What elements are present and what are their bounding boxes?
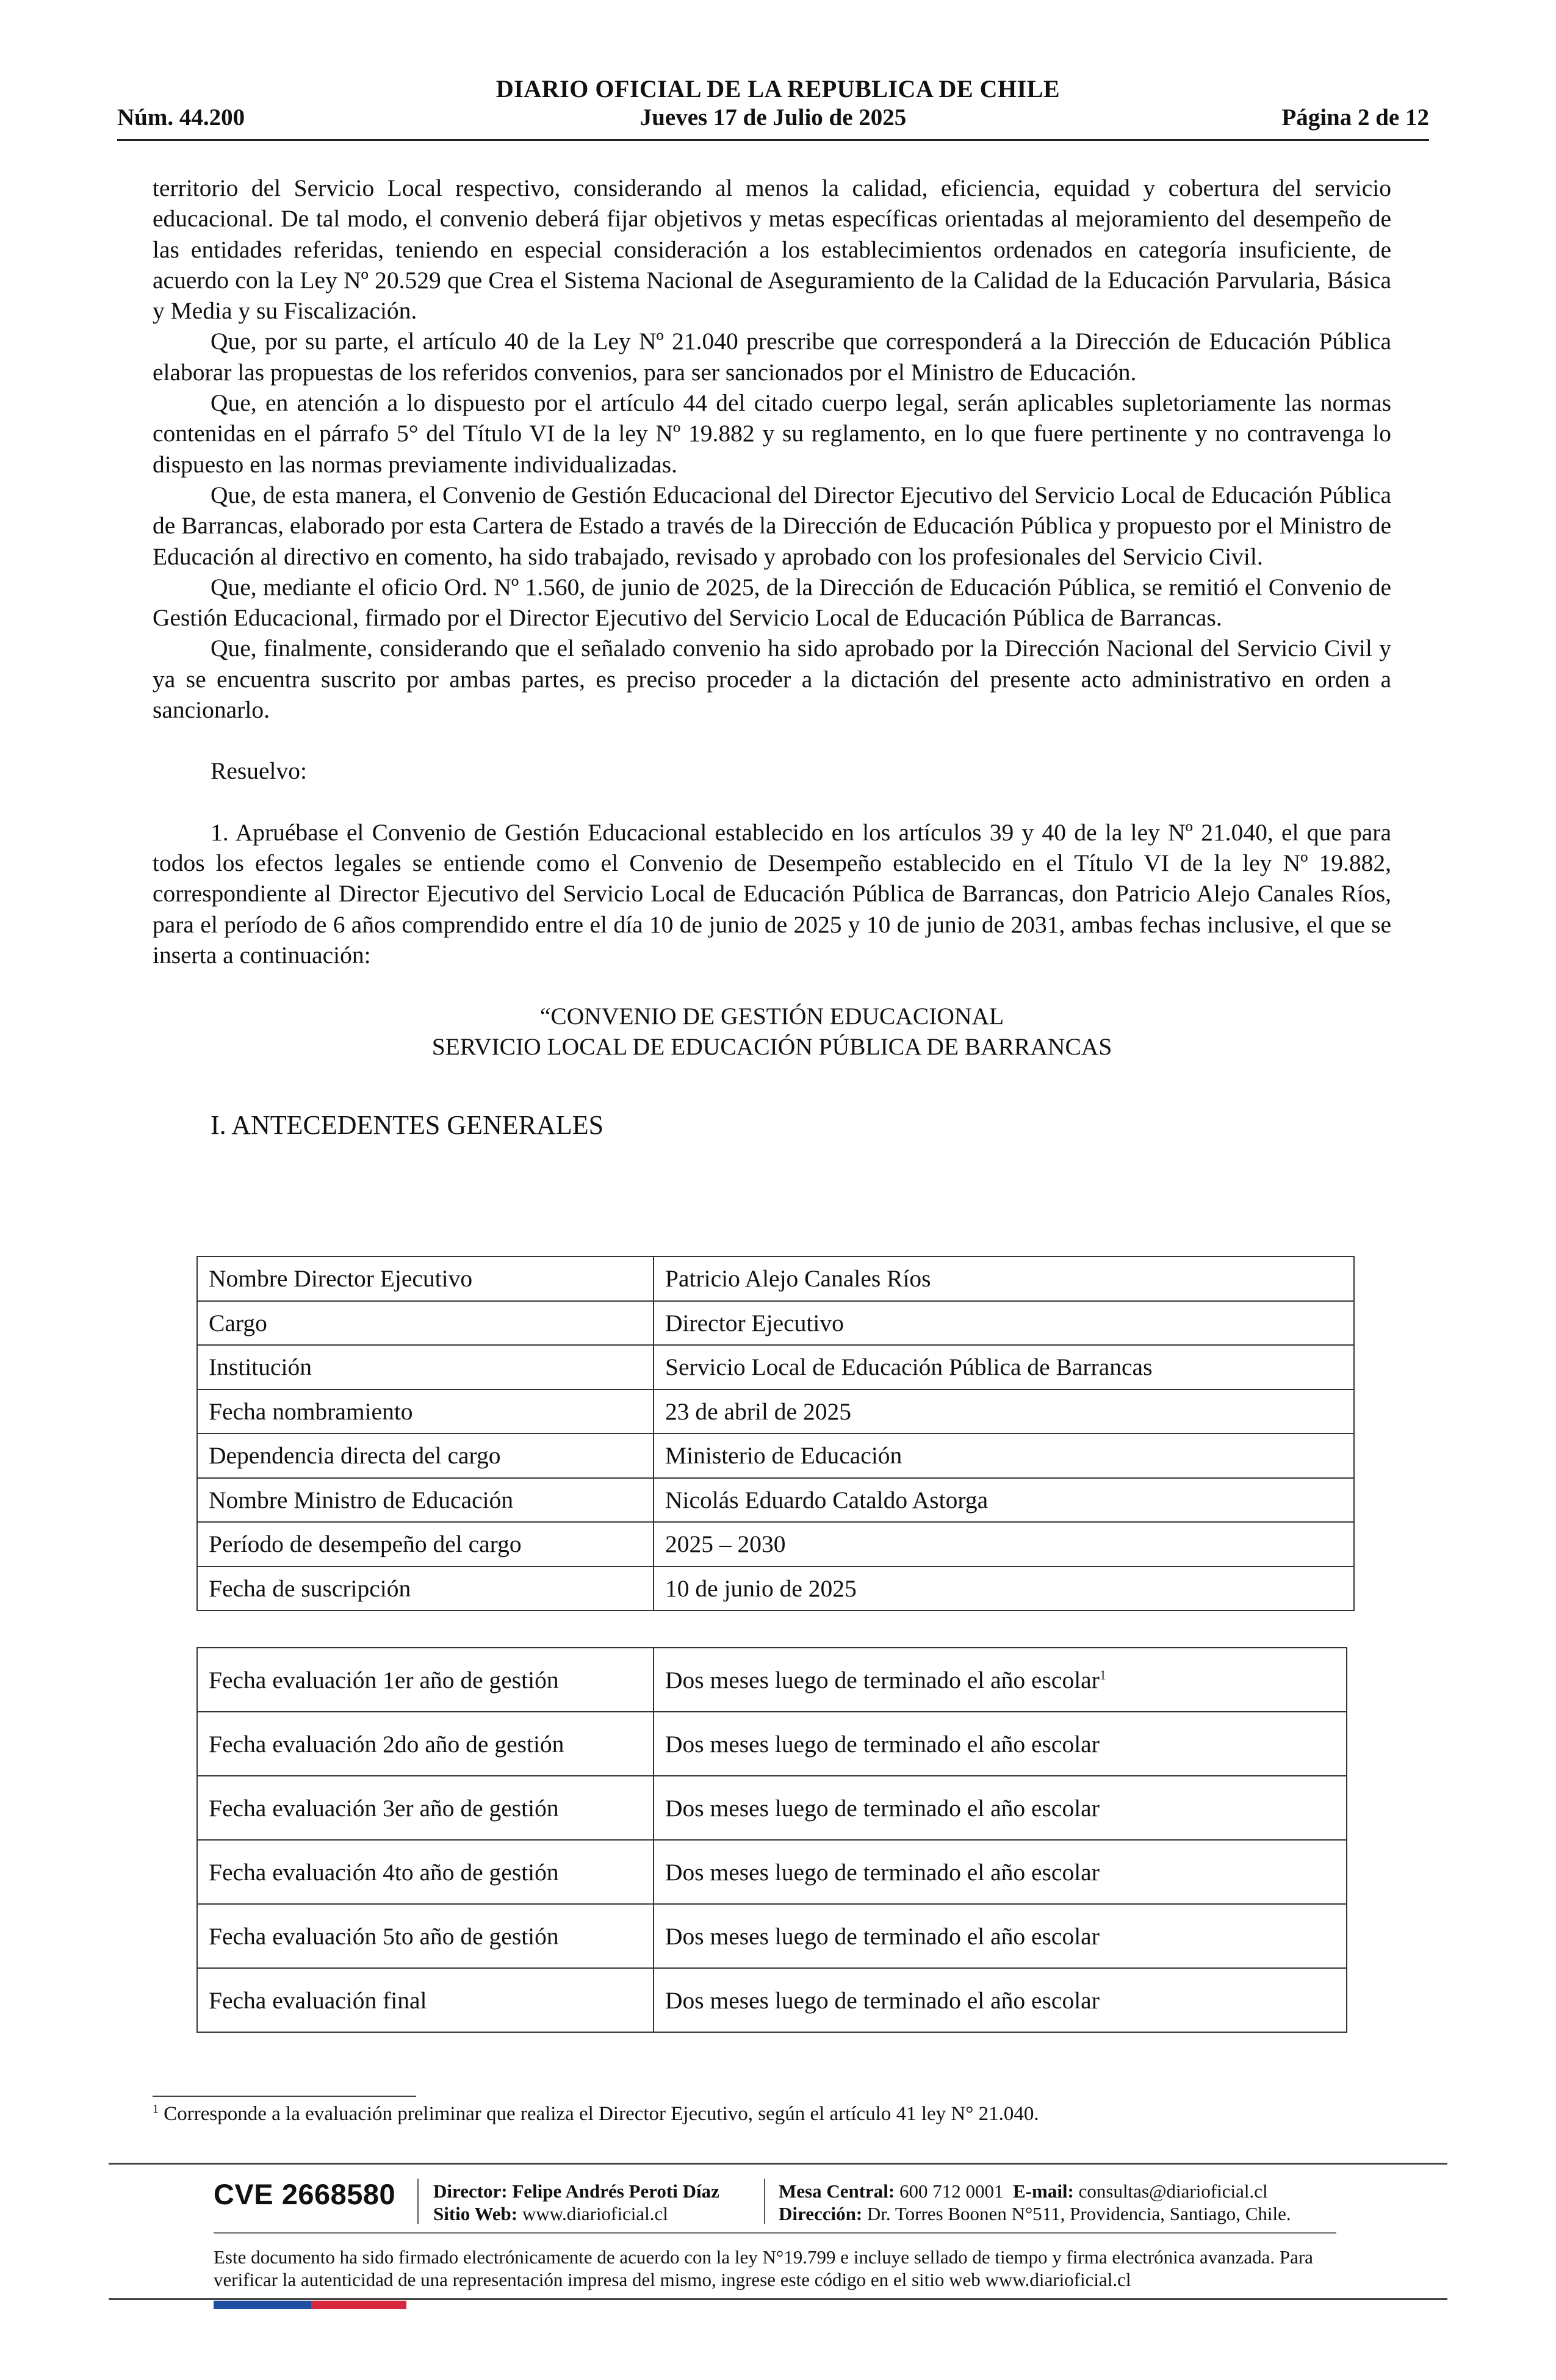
issue-number: Núm. 44.200 <box>117 104 245 131</box>
footer-divider-top <box>109 2163 1447 2165</box>
field-label: Dependencia directa del cargo <box>197 1433 654 1478</box>
footer-separator <box>417 2179 419 2224</box>
evaluation-date: Dos meses luego de terminado el año escolar <box>654 1712 1347 1776</box>
field-value: Servicio Local de Educación Pública de Barrancas <box>654 1345 1354 1390</box>
cve-code: CVE 2668580 <box>214 2178 396 2210</box>
contact-line <box>779 2180 1291 2202</box>
newspaper-title: DIARIO OFICIAL DE LA REPUBLICA DE CHILE <box>495 75 1061 103</box>
header-row <box>117 104 1429 134</box>
page-indicator: Página 2 de 12 <box>1281 104 1429 131</box>
field-value: Nicolás Eduardo Cataldo Astorga <box>654 1478 1354 1523</box>
general-info-table <box>196 1256 1355 1611</box>
table-row <box>197 1478 1354 1523</box>
paragraph-1: territorio del Servicio Local respectivo, considerando al menos la calidad, eficiencia, equidad y cobertura del servicio educacional. De tal modo, el convenio deberá fijar objetivos y metas específicas orientadas al mejoramiento del desempeño de las entidades referidas, teniendo en especial consideración a los establecimientos ordenados en categoría insuficiente, de acuerdo con la Ley Nº 20.529 que Crea el Sistema Nacional de Aseguramiento de la Calidad de la Educación Parvularia, Básica y Media y su Fiscalización. <box>153 175 1391 325</box>
spacer <box>153 1062 1391 1110</box>
footnote-reference[interactable]: 1 <box>1099 1667 1106 1682</box>
paragraph-5: Que, mediante el oficio Ord. Nº 1.560, de junio de 2025, de la Dirección de Educación Pública, se remitió el Convenio de Gestión Educacional, firmado por el Director Ejecutivo del Servicio Local de Educación Pública de Barrancas. <box>153 573 1391 632</box>
website-link[interactable]: www.diarioficial.cl <box>522 2203 668 2224</box>
evaluation-date: Dos meses luego de terminado el año escolar <box>654 1776 1347 1840</box>
address-line <box>779 2202 1291 2225</box>
evaluation-date: Dos meses luego de terminado el año escolar <box>654 1840 1347 1904</box>
table-row <box>197 1390 1354 1434</box>
field-label: Fecha nombramiento <box>197 1390 654 1434</box>
field-label: Período de desempeño del cargo <box>197 1522 654 1567</box>
table-row <box>197 1904 1347 1968</box>
table-row <box>197 1301 1354 1346</box>
table-row <box>197 1776 1347 1840</box>
footnote <box>153 2103 1039 2126</box>
table-row <box>197 1433 1354 1478</box>
table-row <box>197 1522 1354 1567</box>
evaluation-label: Fecha evaluación 2do año de gestión <box>197 1712 654 1776</box>
address-text: Dr. Torres Boonen N°511, Providencia, Santiago, Chile. <box>866 2203 1291 2224</box>
footer-separator <box>764 2179 765 2224</box>
field-value: 23 de abril de 2025 <box>654 1390 1354 1434</box>
director-label: Director: <box>433 2180 508 2202</box>
spacer <box>153 725 1391 755</box>
paragraph-2: Que, por su parte, el artículo 40 de la Ley Nº 21.040 prescribe que corresponderá a la Dirección de Educación Pública elaborar las propuestas de los referidos convenios, para ser sancionados por el Ministro de Educación. <box>153 328 1391 386</box>
signature-notice: Este documento ha sido firmado electrónicamente de acuerdo con la ley N°19.799 e incluye sellado de tiempo y firma electrónica avanzada. Para verificar la autenticidad de una representación impresa del mismo, ingrese este código en el sitio web www.diarioficial.cl <box>214 2246 1313 2290</box>
paragraph-3: Que, en atención a lo dispuesto por el artículo 44 del citado cuerpo legal, serán aplicables supletoriamente las normas contenidas en el párrafo 5° del Título VI de la ley Nº 19.882 y su reglamento, en lo que fuere pertinente y no contravenga lo dispuesto en las normas previamente individualizadas. <box>153 389 1391 478</box>
footnote-divider <box>153 2096 416 2097</box>
flag-bar-blue <box>214 2301 311 2309</box>
field-label: Cargo <box>197 1301 654 1346</box>
footer-divider-bottom <box>109 2298 1447 2300</box>
paragraph-6: Que, finalmente, considerando que el señalado convenio ha sido aprobado por la Dirección Nacional del Servicio Civil y ya se encuentra suscrito por ambas partes, es preciso proceder a la dictación del presente acto administrativo en orden a sancionarlo. <box>153 635 1391 724</box>
footnote-mark: 1 <box>153 2102 159 2116</box>
phone-label: Mesa Central: <box>779 2180 895 2202</box>
evaluation-label: Fecha evaluación final <box>197 1968 654 2032</box>
evaluation-label: Fecha evaluación 1er año de gestión <box>197 1648 654 1712</box>
spacer <box>153 970 1391 1001</box>
field-label: Institución <box>197 1345 654 1390</box>
table-row <box>197 1968 1347 2032</box>
evaluation-label: Fecha evaluación 4to año de gestión <box>197 1840 654 1904</box>
website-line <box>433 2202 719 2225</box>
field-value: 10 de junio de 2025 <box>654 1567 1354 1611</box>
table-row <box>197 1345 1354 1390</box>
director-name: Felipe Andrés Peroti Díaz <box>512 2180 719 2202</box>
email-link[interactable]: consultas@diarioficial.cl <box>1078 2180 1268 2202</box>
table-row <box>197 1712 1347 1776</box>
resuelvo-heading: Resuelvo: <box>211 757 307 785</box>
field-value: 2025 – 2030 <box>654 1522 1354 1567</box>
table-row <box>197 1840 1347 1904</box>
website-label: Sitio Web: <box>433 2203 518 2224</box>
section-heading: I. ANTECEDENTES GENERALES <box>211 1109 604 1140</box>
flag-bar-red <box>311 2301 406 2309</box>
footer-divider-middle <box>214 2232 1336 2234</box>
paragraph-4: Que, de esta manera, el Convenio de Gestión Educacional del Director Ejecutivo del Servicio Local de Educación Pública de Barrancas, elaborado por esta Cartera de Estado a través de la Dirección de Educación Pública y propuesto por el Ministro de Educación al directivo en comento, ha sido trabajado, revisado y aprobado con los profesionales del Servicio Civil. <box>153 481 1391 570</box>
evaluation-label: Fecha evaluación 5to año de gestión <box>197 1904 654 1968</box>
table-row <box>197 1257 1354 1301</box>
field-label: Nombre Ministro de Educación <box>197 1478 654 1523</box>
footer-col-director <box>433 2180 719 2225</box>
address-label: Dirección: <box>779 2203 863 2224</box>
email-label: E-mail: <box>1013 2180 1074 2202</box>
issue-date: Jueves 17 de Julio de 2025 <box>639 104 907 131</box>
field-label: Nombre Director Ejecutivo <box>197 1257 654 1301</box>
evaluation-date: Dos meses luego de terminado el año escolar <box>654 1968 1347 2032</box>
director-line <box>433 2180 719 2202</box>
field-value: Patricio Alejo Canales Ríos <box>654 1257 1354 1301</box>
evaluation-label: Fecha evaluación 3er año de gestión <box>197 1776 654 1840</box>
document-body <box>153 173 1391 1141</box>
evaluation-date: Dos meses luego de terminado el año escolar$^1$ <box>654 1648 1347 1712</box>
paragraph-7: 1. Apruébase el Convenio de Gestión Educacional establecido en los artículos 39 y 40 de la ley Nº 21.040, el que para todos los efectos legales se entiende como el Convenio de Desempeño establecido en el Título VI de la ley Nº 19.882, correspondiente al Director Ejecutivo del Servicio Local de Educación Pública de Barrancas, don Patricio Alejo Canales Ríos, para el período de 6 años comprendido entre el día 10 de junio de 2025 y 10 de junio de 2031, ambas fechas inclusive, el que se inserta a continuación: <box>153 818 1391 968</box>
field-value: Ministerio de Educación <box>654 1433 1354 1478</box>
spacer <box>153 787 1391 817</box>
evaluation-dates-table <box>196 1647 1347 2033</box>
evaluation-date: Dos meses luego de terminado el año escolar <box>654 1904 1347 1968</box>
convenio-title-line-1: “CONVENIO DE GESTIÓN EDUCACIONAL <box>539 1003 1004 1030</box>
table-row <box>197 1648 1347 1712</box>
header-divider <box>117 139 1429 141</box>
table-row <box>197 1567 1354 1611</box>
field-value: Director Ejecutivo <box>654 1301 1354 1346</box>
convenio-title-line-2: SERVICIO LOCAL DE EDUCACIÓN PÚBLICA DE BARRANCAS <box>431 1033 1112 1061</box>
phone-number: 600 712 0001 <box>899 2180 1004 2202</box>
footnote-text: Corresponde a la evaluación preliminar que realiza el Director Ejecutivo, según el artículo 41 ley N° 21.040. <box>164 2103 1039 2125</box>
field-label: Fecha de suscripción <box>197 1567 654 1611</box>
footer-col-contact <box>779 2180 1291 2225</box>
